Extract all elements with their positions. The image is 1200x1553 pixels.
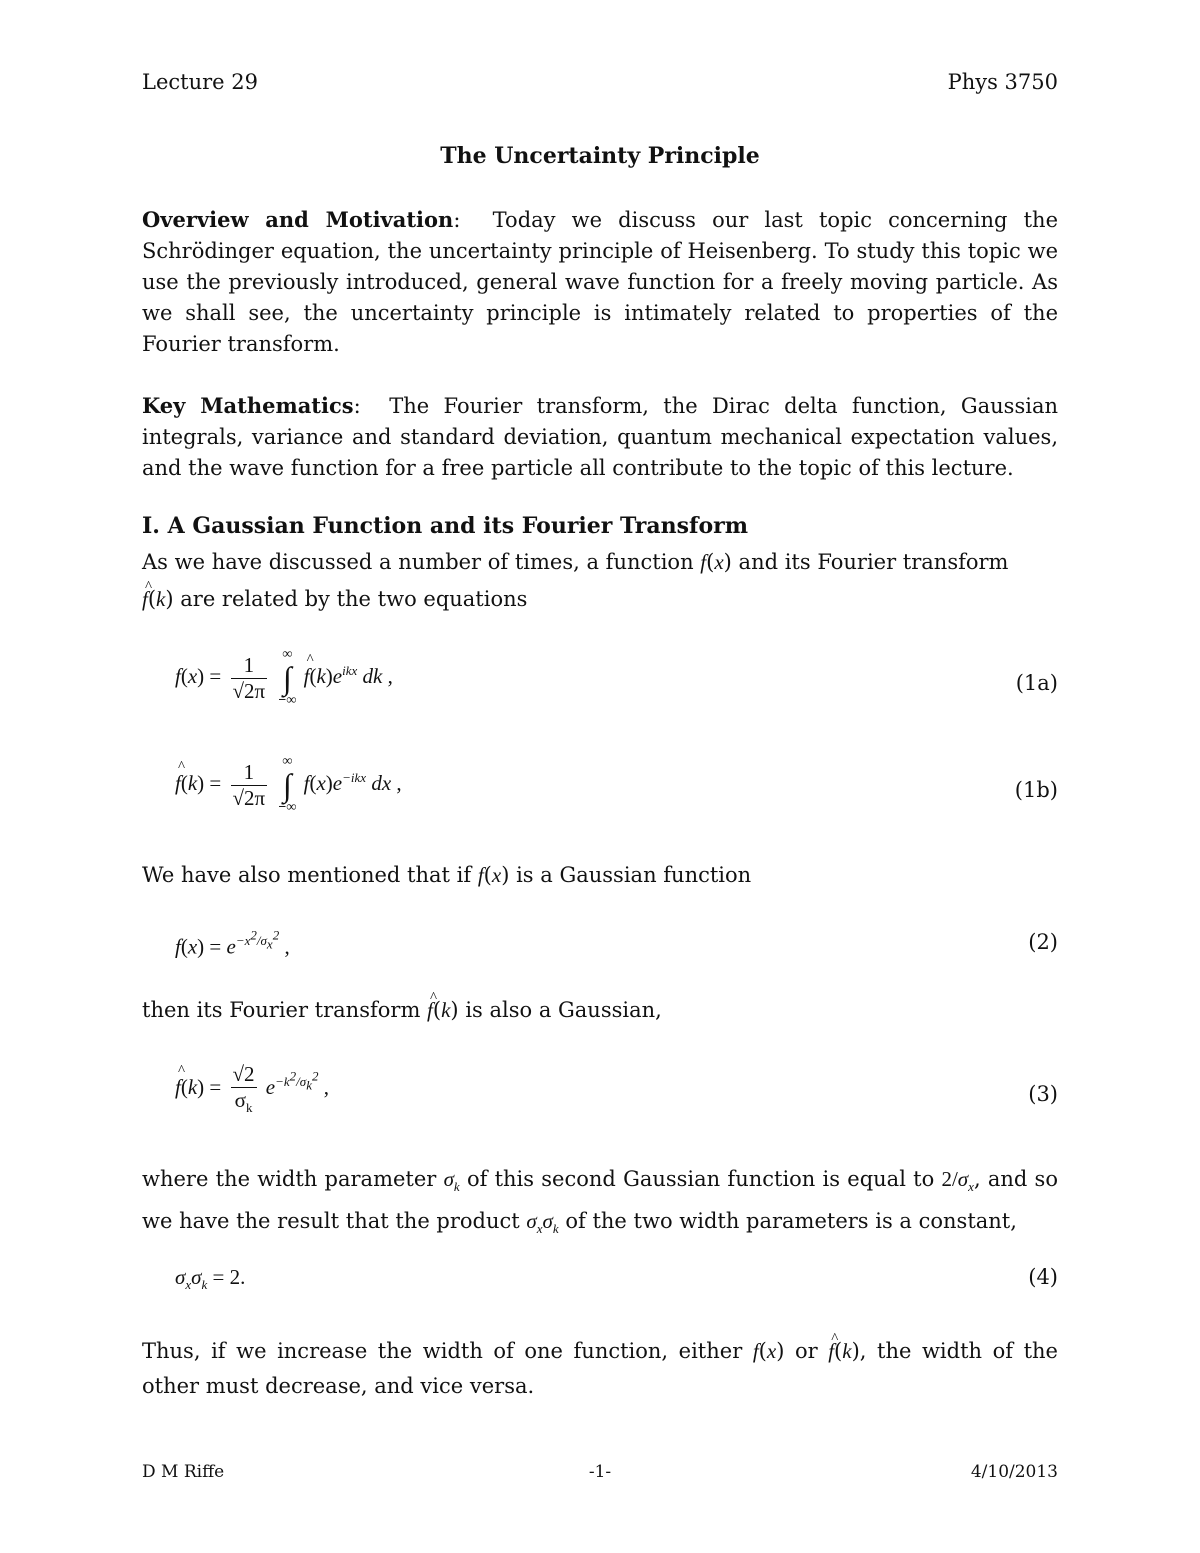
equation-4: $\sigma_x\sigma_k = 2$. (175, 1265, 246, 1293)
section-title: I. A Gaussian Function and its Fourier Transform (142, 513, 749, 539)
equation-1a-number: (1a) (1015, 671, 1058, 695)
intro-paragraph: As we have discussed a number of times, a function f(x) and its Fourier transform ^ f(k) are related by the two equations (142, 544, 1058, 618)
gaussian-sentence: We have also mentioned that if f(x) is a Gaussian function (142, 863, 752, 887)
key-math-text: The Fourier transform, the Dirac delta function, Gaussian integrals, variance and standard deviation, quantum mechanical expectation values, and the wave function for a free particle all contribute to the topic of this lecture. (142, 394, 1058, 480)
overview-paragraph: Overview and Motivation: Today we discuss our last topic concerning the Schrödinger equation, the uncertainty principle of Heisenberg. To study this topic we use the previously introduced, general wave function for a freely moving particle. As we shall see, the uncertainty principle is intimately related to properties of the Fourier transform. (142, 207, 1059, 356)
page-title: The Uncertainty Principle (440, 143, 760, 169)
footer-page-number: -1- (588, 1462, 612, 1482)
where-paragraph: where the width parameter $\sigma_k$ of this second Gaussian function is equal to $2/\sigma_x$, and so we have the result that the product $\sigma_x\sigma_k$ of the two width parameters is a constant, (142, 1167, 1058, 1237)
key-math-paragraph: Key Mathematics: The Fourier transform, the Dirac delta function, Gaussian integrals, variance and standard deviation, quantum mechanical expectation values, and the wave function for a free particle all contribute to the topic of this lecture. (142, 393, 1058, 480)
overview-label: Overview and Motivation (142, 207, 454, 232)
equation-1b-number: (1b) (1014, 778, 1058, 802)
header-lecture: Lecture 29 (142, 70, 258, 94)
key-math-label: Key Mathematics (142, 393, 354, 418)
thus-paragraph: Thus, if we increase the width of one function, either f(x) or ^ f(k), the width of the other must decrease, and vice versa. (142, 1334, 1058, 1404)
equation-1b: ^ f(k) = $\frac{1}{√2\pi}$ ∞ ∫ −∞ $f(x)e^{-ikx}$ dx , (175, 755, 402, 815)
footer-date: 4/10/2013 (970, 1462, 1058, 1482)
header-course: Phys 3750 (947, 70, 1058, 94)
equation-3-number: (3) (1028, 1082, 1058, 1106)
overview-text: Today we discuss our last topic concerning the Schrödinger equation, the uncertainty principle of Heisenberg. To study this topic we use the previously introduced, general wave function for a freely moving particle. As we shall see, the uncertainty principle is intimately related to properties of the Fourier transform. (142, 208, 1059, 356)
equation-3: ^ f(k) = $\frac{√2}{\sigma_k}$ $e^{-k^2/\sigma_k^2}$ , (175, 1062, 329, 1116)
footer-author: D M Riffe (142, 1462, 225, 1482)
then-sentence: then its Fourier transform ^ f(k) is also a Gaussian, (142, 995, 1058, 1026)
equation-2-number: (2) (1028, 930, 1058, 954)
equation-1a: f(x) = $\frac{1}{√2\pi}$ ∞ ∫ −∞ ^ $f(k)e^{ikx}$ dk , (175, 648, 393, 708)
equation-4-number: (4) (1028, 1265, 1058, 1289)
equation-2: $f(x) = e^{-x^2/\sigma_x^2}$ , (175, 928, 290, 959)
